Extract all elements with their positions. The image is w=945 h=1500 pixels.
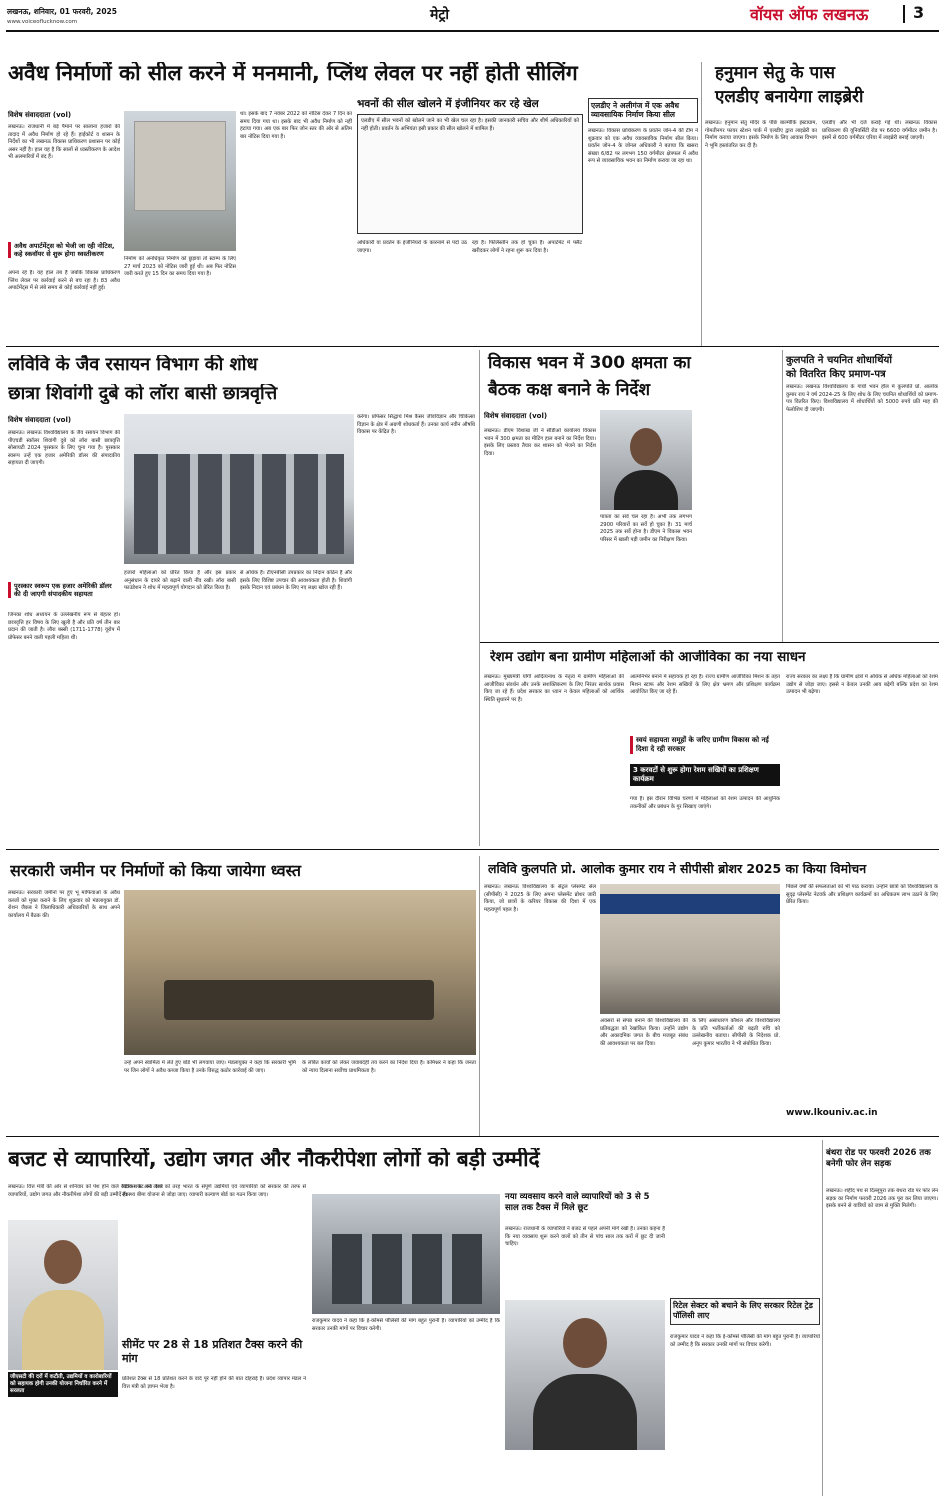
- story4-byline: विशेष संवाददाता (vol): [484, 412, 548, 420]
- story3-byline: विशेष संवाददाता (vol): [8, 416, 72, 424]
- story6-headline: रेशम उद्योग बना ग्रामीण महिलाओं की आजीविका का नया साधन: [490, 650, 806, 665]
- story1-headline: अवैध निर्माणों को सील करने में मनमानी, प्लिंथ लेवल पर नहीं होती सीलिंग: [8, 62, 578, 85]
- retailer-body: [533, 1374, 637, 1450]
- story3-body4: से अधिक है। टीएनबीसी उपप्रकार का निदान कठिन है और इसके लिए विशिष्ट उपचार की आवश्यकता होती है। शिवांगी इसके निदान एवं प्रबंधन के लिए नए लक्ष्य खोज रही हैं।: [240, 570, 352, 592]
- story9-box2-headline: रिटेल सेक्टर को बचाने के लिए सरकार रिटेल ट्रेड पॉलिसी लाए: [670, 1298, 820, 1325]
- story3-body1: लखनऊ। लखनऊ विश्वविद्यालय के जैव रसायन विभाग की पीएचडी स्कॉलर शिवांगी दुबे को लॉरा बासी छात्रवृत्ति सोसायटी 2024 पुरस्कार के लिए चुना गया है। पुरस्कार स्वरूप उन्हें एक हजार अमेरिकी डॉलर की संपादकीय सहायता दी जाएगी।: [8, 430, 120, 467]
- trader-body: [22, 1290, 104, 1370]
- story7-headline: सरकारी जमीन पर निर्माणों को किया जायेगा ध्वस्त: [10, 862, 302, 880]
- traders-meeting-photo: [312, 1194, 500, 1314]
- page-divider: [903, 5, 905, 23]
- story9-body1: लखनऊ। वित्त मंत्री की ओर से शनिवार को पेश होने वाले केंद्रीय बजट को लेकर व्यापारियों, उद्योग जगत और नौकरीपेशा लोगों की बड़ी उम्मीदें हैं।: [8, 1184, 163, 1198]
- story3-body2: जिनका शोध अध्ययन के उल्लेखनीय रूप से बेहतर हो। छात्रवृत्ति हर विषय के लिए खुली है और प्रति वर्ष तीन बार प्रदान की जाती है। लौरा बस्सी (1711-1778) यूरोप में प्रोफेसर बनने वाली पहली महिला थीं।: [8, 612, 120, 641]
- banner-shape: [600, 894, 780, 914]
- story7-body1: लखनऊ। सरकारी जमीनों पर हुए भू माफियाओं के अवैध कब्जों को मुक्त कराने के लिए शुक्रवार को मंडलायुक्त डॉ. रोशन जैकब ने जिलाधिकारी अधिकारियों के साथ अपने कार्यालय में बैठक की।: [8, 890, 120, 919]
- story1-side-body: लखनऊ। विकास प्राधिकरण के प्रवर्तन जोन-4 की टीम ने शुक्रवार को एक अवैध व्यावसायिक निर्माण सील किया। प्रवर्तन जोन-4 के जोनल अधिकारी ने बताया कि खसरा संख्या 6/82 पर लगभग 150 वर्गमीटर क्षेत्रफल में अवैध रूप से व्यावसायिक भवन का निर्माण कराया जा रहा था।: [588, 128, 698, 165]
- story1-box-headline: भवनों की सील खोलने में इंजीनियर कर रहे खेल: [357, 98, 539, 110]
- story1-side-headline: एलडीए ने अलीगंज में एक अवैध व्यावसायिक निर्माण किया सील: [588, 98, 698, 123]
- story9-body2: विकास के अन्य देशों को तरह भारत के संपूर्ण उद्यमियों एवं व्यापारियों को सरकार की तरफ से स्वास्थ्य बीमा योजना से जोड़ा जाए। व्यापारी कल्याण बोर्ड का गठन किया जाए।: [122, 1184, 306, 1198]
- story5-body: लखनऊ। लखनऊ विश्वविद्यालय के गांधी भवन हॉल में कुलपति प्रो. आलोक कुमार राय ने वर्ष 2024-25 के लिए शोध के लिए चयनित शोधार्थियों को प्रमाण-पत्र वितरित किए। विश्वविद्यालय में शोधार्थियों को 5000 रुपये प्रति माह की फेलोशिप दी जाएगी।: [786, 384, 938, 413]
- story6-bullet2: 3 करवटों से शुरू होगा रेशम सखियों का प्रशिक्षण कार्यक्रम: [630, 764, 780, 786]
- story8-website[interactable]: www.lkouniv.ac.in: [786, 1108, 878, 1118]
- story9-body4: राजकुमार यादव ने कहा कि ई-कॉमर्स पॉलिसी की मांग बहुत पुरानी है। व्यापारियों को उम्मीद है कि सरकार उनकी मांगों पर विचार करेगी।: [312, 1318, 500, 1332]
- row2-mid-rule: [480, 642, 939, 643]
- story1-subhead: अवैध अपार्टमेंट्स को भेजी जा रही नोटिस, कहे स्कवॉयर से शुरू होगा ध्वस्तीकरण: [8, 242, 120, 258]
- dm-portrait: [600, 410, 692, 510]
- story8-body2: अवसरों से संपन्न बनाने की विश्वविद्यालय की प्रतिबद्धता को रेखांकित किया। उन्होंने उद्योग और अकादमिक जगत के बीच मजबूत संबंध की आवश्यकता पर बल दिया।: [600, 1018, 688, 1047]
- story3-subhead: पुरस्कार स्वरूप एक हजार अमेरिकी डॉलर की दी जाएगी संपादकीय सहायता: [8, 582, 120, 598]
- masthead-rule: [6, 30, 939, 32]
- story6-body4: राज्य सरकार का लक्ष्य है कि ग्रामीण क्षेत्रों में अधिक से अधिक महिलाओं को रेशम उद्योग से जोड़ा जाए। इससे न केवल उनकी आय बढ़ेगी बल्कि प्रदेश का रेशम उत्पादन भी बढ़ेगा।: [786, 674, 938, 696]
- story9-box-body: लखनऊ। राजधानी के व्यापारियों ने बजट से पहले अपनी मांगें रखी हैं। उनका कहना है कि नया व्यवसाय शुरू करने वालों को तीन से पांच साल तक करों में छूट दी जानी चाहिए।: [505, 1226, 665, 1248]
- story1-body4: था। इसके बाद 7 नवंबर 2022 को नोटिस देकर 7 दिन का समय दिया गया था। इसके बाद भी अवैध निर्माण को नहीं हटाया गया। अब एक बार फिर जोन स्तर की ओर से अंतिम बार नोटिस दिया गया है।: [240, 111, 352, 140]
- story9-photo-caption: जीएसटी की दरों में कटौती, उद्यमियों व कारोबारियों को सहायक होगी उनकी योजना निर्धारित करने में सरलता: [8, 1372, 118, 1397]
- row3-vrule: [479, 856, 480, 1136]
- story4-body1: लखनऊ। डीएम विशाख जी ने सीडीओ कार्यालय विकास भवन में 300 क्षमता का मीटिंग हाल बनाने का निर्देश दिया। इसके लिए प्रस्ताव तैयार कर शासन को भेजने का निर्देश दिया।: [484, 428, 596, 457]
- meeting-photo: [124, 890, 476, 1055]
- story1-body1: लखनऊ। राजधानी में बड़े पैमाने पर सालाना हजारों की तादाद में अवैध निर्माण हो रहे हैं। हाईकोर्ट व शासन के निर्देशों का भी लखनऊ विकास प्राधिकरण प्रशासन पर कोई असर नहीं है। हाल यह है कि सालों से ध्वस्तीकरण के आदेश भी अलमारियों में बंद हैं।: [8, 124, 120, 161]
- story3-headline-line2: छात्रा शिवांगी दुबे को लॉरा बासी छात्रवृत्ति: [8, 384, 278, 404]
- retailer-head: [563, 1318, 607, 1368]
- story9-box-headline: नया व्यवसाय करने वाले व्यापारियों को 3 से 5 साल तक टैक्स में मिले छूट: [505, 1192, 650, 1214]
- trader-portrait: [8, 1220, 118, 1370]
- section-name: मेट्रो: [430, 7, 450, 23]
- row1-vrule: [701, 62, 702, 346]
- story7-body2: उन्हें अपने स्वामित्व में लेते हुए बोर्ड भी लगवाया जाए। मंडलायुक्त ने कहा कि सरकारी भूमि पर जिन लोगों ने अवैध कब्जा किया है उनके विरुद्ध कठोर कार्रवाई की जाए।: [124, 1060, 296, 1074]
- row2-rule: [6, 849, 939, 850]
- story8-headline: लविवि कुलपति प्रो. आलोक कुमार राय ने सीपीसी ब्रोशर 2025 का किया विमोचन: [488, 862, 867, 876]
- row3-rule: [6, 1136, 939, 1137]
- brochure-launch-photo: [600, 884, 780, 1014]
- story2-headline-line2: एलडीए बनायेगा लाइब्रेरी: [715, 87, 864, 107]
- story5-headline-line1: कुलपति ने चयनित शोधार्थियों: [786, 355, 892, 366]
- trader-head: [44, 1240, 82, 1284]
- story9-side-headline: बंथरा रोड पर फरवरी 2026 तक बनेगी फोर लेन सड़क: [826, 1148, 931, 1170]
- portrait-body: [614, 470, 678, 510]
- story9-body3: प्रतिशत टैक्स से 18 प्रतिशत करने के वादे पूरे नहीं होने की बात दोहराई है। प्रदेश व्यापार मंडल ने वित्त मंत्री को ज्ञापन भेजा है।: [122, 1376, 306, 1390]
- building-shape: [134, 121, 226, 211]
- story1-body5: अधिकारी या प्रवर्तन के इंजीनियरों के कारनामे से पर्दा उठ जाएगा।: [357, 240, 467, 254]
- story3-body5: करेगा। प्रोफेसर सिद्धार्थ मिश्र कैंसर जीवविज्ञान और चिकित्सा विज्ञान के क्षेत्र में अग्रणी शोधकर्ता हैं। उनका कार्य नवीन औषधि विकास पर केंद्रित है।: [357, 414, 475, 436]
- story4-headline-line2: बैठक कक्ष बनाने के निर्देश: [488, 380, 651, 400]
- story9-headline: बजट से व्यापारियों, उद्योग जगत और नौकरीपेशा लोगों को बड़ी उम्मीदें: [8, 1148, 540, 1171]
- portrait-head: [630, 428, 662, 466]
- story6-bullet1: स्वयं सहायता समूहों के जरिए ग्रामीण विकास को नई दिशा दे रही सरकार: [630, 736, 780, 754]
- story9-side-body: लखनऊ। शहीद पथ से दिल्लूपुरा तक बंथरा रोड पर फोर लेन सड़क का निर्माण फरवरी 2026 तक पूरा कर लिया जाएगा। इसके बनने से यात्रियों को जाम से मुक्ति मिलेगी।: [826, 1188, 938, 1210]
- story4-body2: पात्रता का सर्वे चल रहा है। अभी तक लगभग 2900 परिवारों का सर्वे हो चुका है। 31 मार्च 2025 तक सर्वे होना है। डीएम ने विकास भवन परिसर में खाली पड़ी जमीन का निरीक्षण किया।: [600, 514, 692, 543]
- story5-headline-line2: को वितरित किए प्रमाण-पत्र: [786, 369, 886, 380]
- story9-body5: राजकुमार यादव ने कहा कि ई-कॉमर्स पॉलिसी की मांग बहुत पुरानी है। व्यापारियों को उम्मीद है कि सरकार उनकी मांगों पर विचार करेगी।: [670, 1334, 820, 1348]
- story9-subhead: सीमेंट पर 28 से 18 प्रतिशत टैक्स करने की मांग: [122, 1338, 303, 1366]
- story3-body3: हजारों महिलाओं को प्रेरित किया है और इस प्रकार अनुसंधान के दायरे को बढ़ाने वाली नींव रखी। लॉरा बासी फाउंडेशन ने शोध में महत्वपूर्ण योगदान को प्रेरित किया है।: [124, 570, 236, 592]
- story1-body6: रहा है। फिलिस्तीन तक हो चुका है। अपार्टमेंट में फ्लैट खरीदकर लोगों ने रहना शुरू कर दिया है।: [472, 240, 582, 254]
- story6-body2: आत्मनिर्भर बनाने में सहायक हो रहा है। राज्य ग्रामीण आजीविका मिशन के तहत मिशन स्टाफ और रेशम सखियों के लिए क्षेत्र भ्रमण और प्रशिक्षण कार्यक्रम आयोजित किए जा रहे हैं।: [630, 674, 780, 696]
- story1-box-body: एलडीए में सील भवनों को खोलने जाने का भी खेल चल रहा है। इसकी जानकारी सचिव और शीर्ष अधिकारियों को नहीं होती। प्रवर्तन के अभियंता इसी प्रकार की सील खोलने में शामिल हैं।: [357, 114, 583, 234]
- paper-name: वॉयस ऑफ लखनऊ: [750, 5, 869, 24]
- story2-body2: एलडीए और भी दर्ज कराई गई थी। लखनऊ विकास प्राधिकरण की यूनिवर्सिटी रोड पर 6600 वर्गमीटर जमीन है। इसमें से 600 वर्गमीटर एरिया में लाइब्रेरी बनाई जाएगी।: [822, 120, 937, 142]
- website[interactable]: www.voiceoflucknow.com: [7, 19, 78, 25]
- story4-headline-line1: विकास भवन में 300 क्षमता का: [488, 353, 691, 373]
- story7-body3: के लंबित कार्यों को लेकर जवाबदेही तय करने का निर्देश दिया है। कमिश्नर ने कहा कि जनता को न्याय दिलाना सर्वोच्च प्राथमिकता है।: [302, 1060, 476, 1074]
- row1-rule: [6, 346, 939, 347]
- story6-body1: लखनऊ। मुख्यमंत्री योगी आदित्यनाथ के नेतृत्व में ग्रामीण महिलाओं की आजीविका संवर्धन और उनके सशक्तिकरण के लिए निरंतर सार्थक प्रयास किए जा रहे हैं। प्रदेश सरकार का ध्यान न केवल महिलाओं को आर्थिक स्थिति सुधारने पर है।: [484, 674, 624, 703]
- students-group-photo: [124, 414, 354, 564]
- conference-table: [164, 980, 434, 1020]
- story8-body3: के लिए असाधारण कौशल और विश्वविद्यालय के प्रति भर्तीकर्ताओं की बढ़ती रुचि को उल्लेखनीय बताया। सीपीसी के निदेशक प्रो. अनूप कुमार भारतीय ने भी संबोधित किया।: [692, 1018, 780, 1047]
- story2-body: लखनऊ। हनुमान सेतु मंदिर के पीछे बाल्मीकि इंस्टाग्राम, गोमतीनगर फायर स्टेशन पार्क में एलडीए द्वारा लाइब्रेरी का निर्माण कराया जाएगा। इसके निर्माण के लिए आवास विभाग ने भूमि हस्तांतरित कर दी है।: [705, 120, 817, 149]
- story3-headline-line1: लविवि के जैव रसायन विभाग की शोध: [8, 355, 258, 375]
- retailer-portrait: [505, 1300, 665, 1450]
- story1-body3: निर्माण को अनधिकृत निर्माण को छुड़ाया तो स्टाम्प के लिए 27 मार्च 2023 को नोटिस जारी हुई थी। अब फिर नोटिस जारी करते हुए 15 दिन का समय दिया गया है।: [124, 256, 236, 278]
- page-number: 3: [913, 3, 925, 22]
- person-shapes: [134, 454, 344, 554]
- story6-body3: गया है। इस दौरान विभिन्न चरणों में महिलाओं को रेशम उत्पादन की आधुनिक तकनीकों और प्रबंधन के गुर सिखाए जाएंगे।: [630, 796, 780, 810]
- row2-vrule2: [782, 350, 783, 642]
- row4-vrule: [822, 1140, 823, 1496]
- dateline: लखनऊ, शनिवार, 01 फरवरी, 2025: [7, 7, 117, 16]
- story8-body4: पिछले वर्षों की सफलताओं को भी पाठ कराया। उन्होंने छात्रों को विश्वविद्यालय के सुदृढ़ प्लेसमेंट नेटवर्क और प्रशिक्षण कार्यक्रमों का अधिकतम लाभ उठाने के लिए प्रेरित किया।: [786, 884, 938, 906]
- traders-shapes: [332, 1234, 482, 1304]
- story1-byline: विशेष संवाददाता (vol): [8, 111, 72, 119]
- construction-photo: [124, 111, 236, 251]
- row2-vrule: [479, 350, 480, 846]
- story1-body2: अपना रहे हैं। यह हाल तब है जबकि विकास प्राधिकरण प्लिंथ लेवल पर कार्रवाई करने से बच रहा है। 83 अवैध अपार्टमेंट्स में से लंबे समय से कोई कार्रवाई नहीं हुई।: [8, 270, 120, 292]
- story8-body1: लखनऊ। लखनऊ विश्वविद्यालय के सेंट्रल प्लेसमेंट सेल (सीपीसी) ने 2025 के लिए अपना प्लेसमेंट ब्रोशर जारी किया, जो छात्रों के करियर विकास की दिशा में एक महत्वपूर्ण पहल है।: [484, 884, 596, 913]
- story2-headline-line1: हनुमान सेतु के पास: [715, 63, 836, 83]
